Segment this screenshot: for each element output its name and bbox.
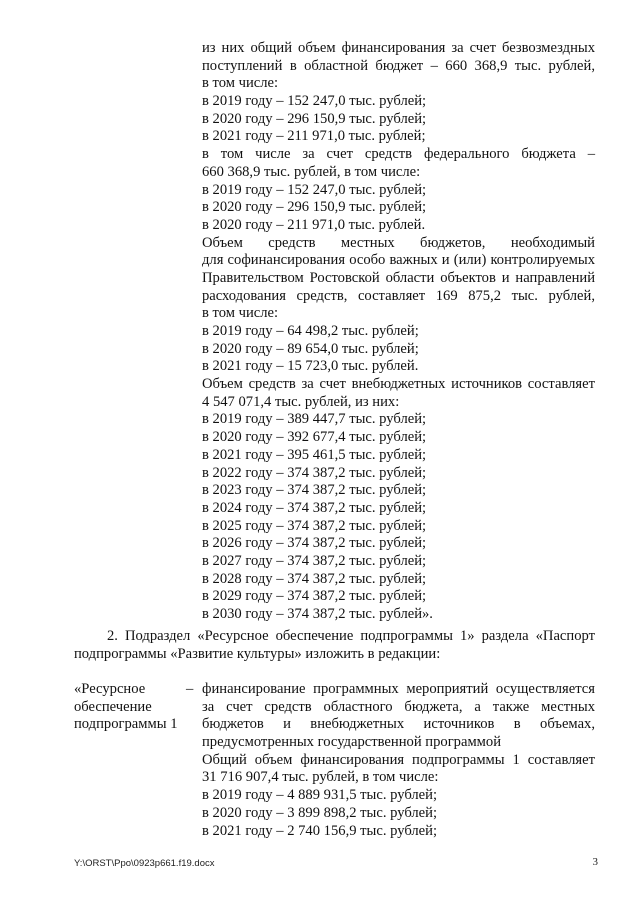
text-line: в 2030 году – 374 387,2 тыс. рублей». (202, 606, 433, 622)
text-line: в 2024 году – 374 387,2 тыс. рублей; (202, 499, 427, 516)
label-line: подпрограммы 1 (74, 716, 178, 733)
amendment-paragraph (74, 627, 595, 663)
text-line: Общий объем финансирования подпрограммы 1 составляет (202, 751, 595, 768)
text-line: в том числе: (202, 75, 279, 92)
file-path-footer: Y:\ORST\Ppo\0923p661.f19.docx (74, 858, 215, 869)
text-line: финансирование программных мероприятий осуществляется (202, 681, 595, 697)
label-line: обеспечение (74, 698, 152, 715)
text-line: Объем средств местных бюджетов, необходимый (202, 234, 595, 251)
text-line: для софинансирования особо важных и (или) контролируемых (202, 252, 595, 269)
text-line: в 2019 году – 152 247,0 тыс. рублей; (202, 93, 427, 110)
text-line: в 2027 году – 374 387,2 тыс. рублей; (202, 552, 427, 569)
text-line: в 2020 году – 296 150,9 тыс. рублей; (202, 199, 427, 216)
text-line: в 2019 году – 4 889 931,5 тыс. рублей; (202, 787, 438, 804)
text-line: в 2021 году – 2 740 156,9 тыс. рублей; (202, 822, 438, 839)
text-line: в том числе: (202, 305, 279, 322)
text-line: 31 716 907,4 тыс. рублей, в том числе: (202, 769, 439, 786)
text-line: в 2021 году – 395 461,5 тыс. рублей; (202, 446, 427, 463)
text-line: в 2019 году – 64 498,2 тыс. рублей; (202, 323, 419, 339)
text-line: бюджетов и внебюджетных источников в объемах, (202, 716, 595, 733)
text-line: Правительством Ростовской области объектов и направлений (202, 269, 595, 286)
text-line: в 2028 году – 374 387,2 тыс. рублей; (202, 570, 427, 587)
resource-label (74, 681, 184, 734)
text-line: в 2019 году – 389 447,7 тыс. рублей; (202, 411, 427, 428)
text-line: в 2029 году – 374 387,2 тыс. рублей; (202, 588, 427, 605)
page-number: 3 (592, 856, 598, 868)
text-line: в 2021 году – 211 971,0 тыс. рублей; (202, 128, 426, 145)
text-line: в 2026 году – 374 387,2 тыс. рублей; (202, 535, 427, 552)
dash-separator: – (186, 681, 194, 697)
text-line: в том числе за счет средств федерального бюджета – (202, 146, 595, 163)
text-line: 2. Подраздел «Ресурсное обеспечение подпрограммы 1» раздела «Паспорт (107, 628, 595, 644)
text-line: в 2020 году – 296 150,9 тыс. рублей; (202, 110, 427, 127)
text-line: в 2020 году – 3 899 898,2 тыс. рублей; (202, 804, 438, 821)
text-line: в 2021 году – 15 723,0 тыс. рублей. (202, 358, 419, 375)
text-line: в 2019 году – 152 247,0 тыс. рублей; (202, 181, 427, 198)
text-line: предусмотренных государственной программой (202, 734, 502, 751)
financing-text-block (202, 40, 595, 624)
text-line: 660 368,9 тыс. рублей, в том числе: (202, 163, 421, 180)
text-line: в 2023 году – 374 387,2 тыс. рублей; (202, 482, 427, 499)
text-line: из них общий объем финансирования за счет безвозмездных (202, 40, 595, 56)
text-line: в 2025 году – 374 387,2 тыс. рублей; (202, 517, 427, 534)
text-line: в 2022 году – 374 387,2 тыс. рублей; (202, 464, 427, 481)
text-line: поступлений в областной бюджет – 660 368,9 тыс. рублей, (202, 57, 595, 74)
text-line: в 2020 году – 89 654,0 тыс. рублей; (202, 340, 419, 357)
text-line: в 2020 году – 392 677,4 тыс. рублей; (202, 429, 427, 446)
text-line: 4 547 071,4 тыс. рублей, из них: (202, 393, 400, 410)
subprogram-financing-block (202, 681, 595, 840)
label-line: «Ресурсное (74, 681, 146, 697)
text-line: подпрограммы «Развитие культуры» изложить в редакции: (74, 646, 441, 662)
text-line: за счет средств областного бюджета, а также местных (202, 698, 595, 715)
text-line: в 2020 году – 211 971,0 тыс. рублей. (202, 216, 426, 233)
text-line: Объем средств за счет внебюджетных источников составляет (202, 376, 595, 393)
text-line: расходования средств, составляет 169 875,2 тыс. рублей, (202, 287, 595, 304)
